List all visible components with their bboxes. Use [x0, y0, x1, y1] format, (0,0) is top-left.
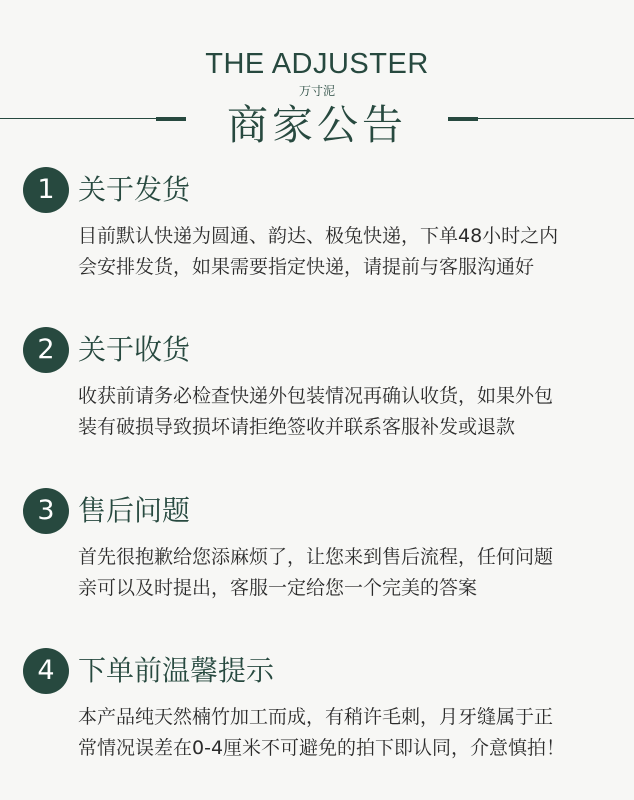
divider-right-bar	[448, 117, 478, 121]
page-title: 商家公告	[227, 101, 407, 149]
brand-title: THE ADJUSTER	[205, 48, 429, 80]
section-heading: 关于收货	[78, 333, 191, 366]
section-body-line: 首先很抱歉给您添麻烦了，让您来到售后流程，任何问题	[78, 546, 554, 568]
section-order-tips	[0, 648, 634, 788]
section-heading: 下单前温馨提示	[78, 654, 275, 687]
section-body	[78, 381, 608, 443]
notice-header	[0, 0, 634, 150]
section-shipping	[0, 167, 634, 307]
section-heading: 售后问题	[78, 494, 191, 527]
section-number-badge: 4	[23, 648, 69, 694]
section-receiving	[0, 327, 634, 467]
section-body	[78, 542, 608, 604]
section-body-line: 收获前请务必检查快递外包装情况再确认收货，如果外包	[78, 385, 554, 407]
section-body-line: 常情况误差在0-4厘米不可避免的拍下即认同，介意慎拍！	[78, 737, 566, 759]
divider-right-line	[478, 118, 634, 119]
section-body	[78, 702, 608, 764]
brand-subtitle: 万寸泥	[298, 84, 335, 98]
section-body-line: 目前默认快递为圆通、韵达、极兔快递，下单48小时之内	[78, 225, 559, 247]
section-body	[78, 221, 608, 283]
section-number-badge: 2	[23, 327, 69, 373]
section-number-badge: 1	[23, 167, 69, 213]
section-body-line: 会安排发货，如果需要指定快递，请提前与客服沟通好	[78, 256, 535, 278]
section-number-badge: 3	[23, 488, 69, 534]
section-body-line: 装有破损导致损坏请拒绝签收并联系客服补发或退款	[78, 416, 516, 438]
section-heading: 关于发货	[78, 173, 191, 206]
section-body-line: 本产品纯天然楠竹加工而成，有稍许毛刺，月牙缝属于正	[78, 706, 554, 728]
section-body-line: 亲可以及时提出，客服一定给您一个完美的答案	[78, 577, 478, 599]
section-after-sales	[0, 488, 634, 628]
